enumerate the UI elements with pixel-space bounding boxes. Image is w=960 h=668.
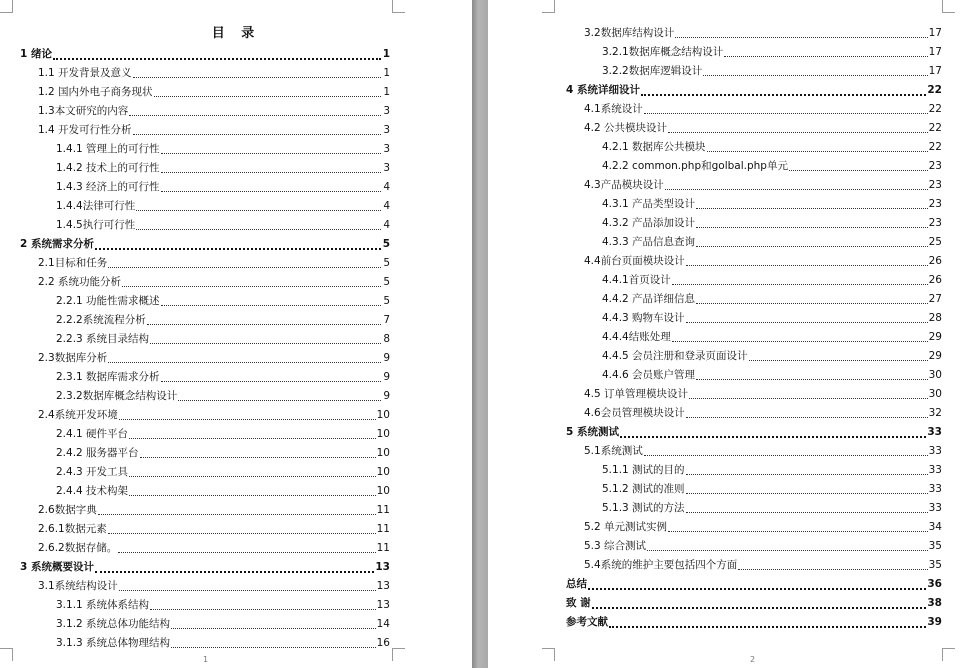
toc-entry-label: 1.4.4法律可行性 [56, 200, 136, 212]
toc-entry-label: 3.1.3 系统总体物理结构 [56, 637, 171, 649]
toc-entry-label: 5.1.2 测试的准则 [602, 483, 685, 495]
toc-entry-page-number: 10 [376, 428, 390, 440]
toc-entry[interactable] [20, 577, 390, 596]
page-gutter [472, 0, 488, 668]
toc-entry[interactable] [20, 140, 390, 159]
toc-entry-label: 2 系统需求分析 [20, 238, 94, 250]
toc-entry[interactable] [20, 368, 390, 387]
toc-dot-leader [675, 37, 927, 38]
toc-entry-page-number: 11 [376, 504, 390, 516]
toc-entry[interactable] [20, 102, 390, 121]
toc-dot-leader [119, 590, 376, 591]
toc-dot-leader [95, 571, 374, 573]
toc-entry[interactable] [566, 499, 942, 518]
crop-mark [0, 648, 13, 661]
toc-entry[interactable] [566, 119, 942, 138]
toc-entry-page-number: 3 [383, 143, 390, 155]
toc-dot-leader [136, 210, 381, 211]
toc-entry[interactable] [566, 537, 942, 556]
toc-entry[interactable] [566, 461, 942, 480]
toc-entry-label: 致 谢 [566, 597, 591, 609]
toc-entry-page-number: 23 [928, 160, 942, 172]
toc-dot-leader [150, 609, 376, 610]
toc-entry[interactable] [20, 254, 390, 273]
toc-entry-page-number: 29 [928, 350, 942, 362]
toc-dot-leader [644, 113, 928, 114]
toc-dot-leader [686, 265, 928, 266]
toc-entry-label: 1.4 开发可行性分析 [38, 124, 132, 136]
toc-entry[interactable] [566, 100, 942, 119]
toc-entry-page-number: 10 [376, 485, 390, 497]
toc-entry-page-number: 5 [383, 295, 390, 307]
toc-entry[interactable] [20, 425, 390, 444]
toc-entry-page-number: 5 [382, 238, 390, 250]
toc-entry[interactable] [566, 309, 942, 328]
toc-entry-label: 2.4.2 服务器平台 [56, 447, 139, 459]
toc-list [566, 24, 942, 632]
toc-entry-label: 3.1系统结构设计 [38, 580, 118, 592]
toc-dot-leader [686, 417, 928, 418]
toc-entry[interactable] [566, 233, 942, 252]
toc-entry-label: 2.6.2数据存储。 [38, 542, 118, 554]
toc-entry-page-number: 11 [376, 523, 390, 535]
toc-entry-page-number: 1 [382, 48, 390, 60]
toc-dot-leader [108, 362, 381, 363]
toc-dot-leader [738, 569, 927, 570]
toc-entry[interactable] [566, 62, 942, 81]
toc-entry-page-number: 5 [383, 276, 390, 288]
toc-dot-leader [696, 246, 928, 247]
toc-entry-page-number: 9 [383, 390, 390, 402]
toc-entry-page-number: 30 [928, 388, 942, 400]
toc-dot-leader [620, 436, 926, 438]
toc-dot-leader [686, 474, 928, 475]
crop-mark [942, 648, 955, 661]
toc-entry[interactable] [20, 292, 390, 311]
toc-title: 目 录 [211, 26, 261, 41]
toc-entry[interactable] [566, 43, 942, 62]
toc-dot-leader [703, 75, 927, 76]
toc-entry[interactable] [566, 214, 942, 233]
toc-entry[interactable] [20, 463, 390, 482]
toc-entry-page-number: 17 [928, 46, 942, 58]
toc-dot-leader [95, 248, 381, 250]
toc-entry-page-number: 8 [383, 333, 390, 345]
page-number: 2 [750, 655, 756, 664]
toc-dot-leader [161, 172, 381, 173]
toc-dot-leader [644, 455, 928, 456]
toc-entry-page-number: 33 [928, 502, 942, 514]
toc-entry-page-number: 3 [383, 105, 390, 117]
toc-entry-page-number: 5 [383, 257, 390, 269]
toc-entry-label: 4.2.1 数据库公共模块 [602, 141, 706, 153]
toc-entry-label: 总结 [566, 578, 587, 590]
toc-dot-leader [154, 96, 381, 97]
toc-entry[interactable] [20, 159, 390, 178]
toc-entry[interactable] [20, 615, 390, 634]
toc-entry-page-number: 14 [376, 618, 390, 630]
toc-entry-page-number: 4 [383, 181, 390, 193]
toc-dot-leader [592, 607, 927, 609]
toc-entry[interactable] [566, 290, 942, 309]
toc-entry-label: 5 系统测试 [566, 426, 619, 438]
toc-entry-label: 5.1系统测试 [584, 445, 643, 457]
toc-entry-page-number: 27 [928, 293, 942, 305]
crop-mark [542, 0, 555, 13]
toc-entry-page-number: 10 [376, 409, 390, 421]
toc-entry-page-number: 13 [375, 561, 390, 573]
toc-entry-page-number: 3 [383, 124, 390, 136]
toc-entry-page-number: 33 [928, 483, 942, 495]
toc-dot-leader [98, 514, 376, 515]
toc-dot-leader [118, 552, 375, 553]
toc-entry-label: 2.4.1 硬件平台 [56, 428, 129, 440]
toc-entry[interactable] [20, 235, 390, 254]
toc-dot-leader [672, 341, 928, 342]
crop-mark [0, 0, 13, 13]
toc-entry-label: 1.1 开发背景及意义 [38, 67, 132, 79]
toc-entry-page-number: 33 [927, 426, 942, 438]
toc-entry[interactable] [566, 366, 942, 385]
toc-entry-label: 5.4系统的维护主要包括四个方面 [584, 559, 738, 571]
toc-entry-label: 5.3 综合测试 [584, 540, 647, 552]
toc-entry-label: 4.4.3 购物车设计 [602, 312, 685, 324]
toc-entry-page-number: 3 [383, 162, 390, 174]
document-page-2 [488, 0, 960, 668]
toc-entry-label: 5.1.3 测试的方法 [602, 502, 685, 514]
toc-entry[interactable] [566, 271, 942, 290]
toc-entry-label: 1.4.5执行可行性 [56, 219, 136, 231]
toc-dot-leader [129, 115, 381, 116]
toc-entry-page-number: 38 [927, 597, 942, 609]
toc-dot-leader [696, 379, 928, 380]
toc-entry[interactable] [20, 596, 390, 615]
toc-entry-page-number: 1 [383, 67, 390, 79]
toc-entry-page-number: 16 [376, 637, 390, 649]
toc-entry[interactable] [20, 330, 390, 349]
toc-entry-page-number: 9 [383, 371, 390, 383]
toc-entry-page-number: 22 [927, 84, 942, 96]
toc-entry[interactable] [20, 482, 390, 501]
toc-dot-leader [707, 151, 928, 152]
toc-entry[interactable] [566, 138, 942, 157]
toc-entry-label: 2.3数据库分析 [38, 352, 108, 364]
toc-entry-page-number: 35 [928, 559, 942, 571]
toc-entry[interactable] [20, 45, 390, 64]
toc-dot-leader [665, 189, 928, 190]
toc-entry-page-number: 34 [928, 521, 942, 533]
toc-entry[interactable] [566, 404, 942, 423]
toc-entry[interactable] [566, 556, 942, 575]
toc-entry-label: 2.4.3 开发工具 [56, 466, 129, 478]
toc-entry[interactable] [20, 558, 390, 577]
toc-entry-label: 4.4前台页面模块设计 [584, 255, 685, 267]
toc-dot-leader [161, 305, 381, 306]
toc-dot-leader [696, 303, 928, 304]
crop-mark [392, 648, 405, 661]
toc-dot-leader [672, 284, 928, 285]
toc-entry[interactable] [20, 64, 390, 83]
toc-entry-label: 2.2.1 功能性需求概述 [56, 295, 160, 307]
toc-dot-leader [161, 381, 381, 382]
toc-entry-page-number: 23 [928, 217, 942, 229]
toc-entry-label: 4.4.2 产品详细信息 [602, 293, 696, 305]
toc-entry-label: 1.4.2 技术上的可行性 [56, 162, 160, 174]
toc-entry-page-number: 36 [927, 578, 942, 590]
toc-entry[interactable] [566, 195, 942, 214]
toc-dot-leader [119, 419, 376, 420]
toc-entry[interactable] [566, 385, 942, 404]
toc-entry[interactable] [566, 328, 942, 347]
toc-entry-page-number: 23 [928, 198, 942, 210]
toc-dot-leader [178, 400, 381, 401]
toc-dot-leader [147, 324, 381, 325]
toc-entry[interactable] [20, 83, 390, 102]
toc-entry-label: 2.6.1数据元素 [38, 523, 107, 535]
toc-entry-page-number: 9 [383, 352, 390, 364]
toc-entry-page-number: 4 [383, 200, 390, 212]
toc-entry-label: 3.2.2数据库逻辑设计 [602, 65, 703, 77]
toc-entry[interactable] [566, 24, 942, 43]
toc-entry-label: 4 系统详细设计 [566, 84, 640, 96]
toc-entry-label: 2.4系统开发环境 [38, 409, 118, 421]
toc-entry[interactable] [20, 406, 390, 425]
toc-entry[interactable] [566, 176, 942, 195]
toc-dot-leader [129, 495, 376, 496]
toc-dot-leader [668, 132, 928, 133]
toc-entry[interactable] [20, 634, 390, 653]
toc-entry-label: 2.3.2数据库概念结构设计 [56, 390, 178, 402]
toc-entry-page-number: 22 [928, 141, 942, 153]
toc-entry-label: 2.2.3 系统目录结构 [56, 333, 150, 345]
toc-entry[interactable] [20, 178, 390, 197]
toc-entry-page-number: 25 [928, 236, 942, 248]
toc-dot-leader [136, 229, 381, 230]
toc-dot-leader [696, 208, 928, 209]
toc-entry-page-number: 13 [376, 580, 390, 592]
toc-entry-label: 4.3.2 产品添加设计 [602, 217, 696, 229]
toc-entry-page-number: 33 [928, 464, 942, 476]
toc-entry-label: 3.1.1 系统体系结构 [56, 599, 150, 611]
toc-dot-leader [133, 77, 381, 78]
toc-entry-label: 1.2 国内外电子商务现状 [38, 86, 153, 98]
toc-entry-page-number: 39 [927, 616, 942, 628]
toc-entry-label: 3.2.1数据库概念结构设计 [602, 46, 724, 58]
toc-entry-label: 4.2.2 common.php和golbal.php单元 [602, 160, 788, 172]
toc-entry-label: 4.3产品模块设计 [584, 179, 664, 191]
toc-entry-label: 4.6会员管理模块设计 [584, 407, 685, 419]
document-page-1 [0, 0, 472, 668]
toc-entry[interactable] [20, 216, 390, 235]
toc-entry-page-number: 33 [928, 445, 942, 457]
crop-mark [392, 0, 405, 13]
toc-dot-leader [129, 438, 376, 439]
toc-entry-label: 参考文献 [566, 616, 608, 628]
toc-entry[interactable] [566, 613, 942, 632]
toc-dot-leader [641, 94, 926, 96]
toc-entry-label: 1 绪论 [20, 48, 52, 60]
toc-entry-page-number: 22 [928, 103, 942, 115]
toc-dot-leader [171, 628, 376, 629]
toc-entry-page-number: 1 [383, 86, 390, 98]
toc-dot-leader [789, 170, 928, 171]
toc-entry-label: 3.2数据库结构设计 [584, 27, 675, 39]
toc-entry-page-number: 23 [928, 179, 942, 191]
toc-entry[interactable] [20, 349, 390, 368]
toc-entry-label: 5.1.1 测试的目的 [602, 464, 685, 476]
toc-entry[interactable] [20, 387, 390, 406]
toc-entry[interactable] [566, 347, 942, 366]
toc-entry-page-number: 26 [928, 274, 942, 286]
toc-entry-page-number: 32 [928, 407, 942, 419]
toc-dot-leader [689, 398, 928, 399]
toc-entry-page-number: 13 [376, 599, 390, 611]
toc-entry-label: 2.2.2系统流程分析 [56, 314, 146, 326]
toc-entry-page-number: 28 [928, 312, 942, 324]
toc-entry[interactable] [20, 501, 390, 520]
page-number: 1 [203, 655, 209, 664]
toc-entry-label: 4.4.4结账处理 [602, 331, 671, 343]
toc-list [20, 45, 390, 653]
toc-entry-page-number: 22 [928, 122, 942, 134]
toc-entry-page-number: 4 [383, 219, 390, 231]
toc-dot-leader [171, 647, 376, 648]
toc-dot-leader [140, 457, 376, 458]
crop-mark [942, 0, 955, 13]
toc-entry-page-number: 17 [928, 27, 942, 39]
crop-mark [542, 648, 555, 661]
toc-entry-page-number: 7 [383, 314, 390, 326]
toc-entry-page-number: 30 [928, 369, 942, 381]
toc-entry[interactable] [20, 273, 390, 292]
toc-entry[interactable] [566, 81, 942, 100]
toc-entry[interactable] [20, 197, 390, 216]
toc-entry-page-number: 17 [928, 65, 942, 77]
toc-dot-leader [668, 531, 928, 532]
toc-entry-label: 4.3.3 产品信息查询 [602, 236, 696, 248]
toc-dot-leader [696, 227, 928, 228]
toc-dot-leader [161, 191, 381, 192]
toc-entry[interactable] [20, 520, 390, 539]
toc-dot-leader [588, 588, 926, 590]
toc-entry-label: 2.1目标和任务 [38, 257, 108, 269]
toc-entry[interactable] [566, 480, 942, 499]
toc-entry-label: 4.4.1首页设计 [602, 274, 671, 286]
toc-entry-label: 2.6数据字典 [38, 504, 97, 516]
toc-dot-leader [686, 512, 928, 513]
toc-entry-label: 4.5 订单管理模块设计 [584, 388, 689, 400]
toc-entry-page-number: 35 [928, 540, 942, 552]
toc-entry-page-number: 10 [376, 466, 390, 478]
toc-entry-label: 4.1系统设计 [584, 103, 643, 115]
toc-dot-leader [53, 58, 381, 60]
toc-entry-page-number: 10 [376, 447, 390, 459]
toc-dot-leader [129, 476, 376, 477]
toc-dot-leader [686, 322, 928, 323]
toc-entry[interactable] [566, 423, 942, 442]
toc-entry[interactable] [566, 575, 942, 594]
toc-dot-leader [647, 550, 928, 551]
toc-entry-page-number: 11 [376, 542, 390, 554]
toc-entry-label: 2.2 系统功能分析 [38, 276, 122, 288]
toc-entry[interactable] [20, 311, 390, 330]
toc-entry-label: 2.3.1 数据库需求分析 [56, 371, 160, 383]
toc-entry[interactable] [566, 442, 942, 461]
toc-dot-leader [108, 533, 376, 534]
toc-entry-label: 5.2 单元测试实例 [584, 521, 668, 533]
toc-dot-leader [133, 134, 381, 135]
toc-entry[interactable] [566, 518, 942, 537]
toc-entry-label: 1.4.1 管理上的可行性 [56, 143, 160, 155]
toc-entry[interactable] [20, 444, 390, 463]
toc-entry[interactable] [566, 594, 942, 613]
toc-entry-page-number: 26 [928, 255, 942, 267]
toc-entry-label: 4.3.1 产品类型设计 [602, 198, 696, 210]
toc-entry[interactable] [566, 157, 942, 176]
toc-entry-label: 4.2 公共模块设计 [584, 122, 668, 134]
toc-entry[interactable] [20, 539, 390, 558]
toc-dot-leader [749, 360, 928, 361]
toc-entry-page-number: 29 [928, 331, 942, 343]
toc-dot-leader [108, 267, 381, 268]
toc-entry-label: 3 系统概要设计 [20, 561, 94, 573]
toc-entry-label: 4.4.5 会员注册和登录页面设计 [602, 350, 748, 362]
toc-dot-leader [686, 493, 928, 494]
toc-entry-label: 3.1.2 系统总体功能结构 [56, 618, 171, 630]
toc-dot-leader [122, 286, 381, 287]
toc-entry-label: 4.4.6 会员账户管理 [602, 369, 696, 381]
toc-dot-leader [161, 153, 381, 154]
toc-entry-label: 2.4.4 技术构架 [56, 485, 129, 497]
toc-entry-label: 1.3本文研究的内容 [38, 105, 129, 117]
toc-dot-leader [609, 626, 926, 628]
toc-dot-leader [724, 56, 927, 57]
toc-entry[interactable] [566, 252, 942, 271]
toc-dot-leader [150, 343, 381, 344]
toc-entry-label: 1.4.3 经济上的可行性 [56, 181, 160, 193]
toc-entry[interactable] [20, 121, 390, 140]
